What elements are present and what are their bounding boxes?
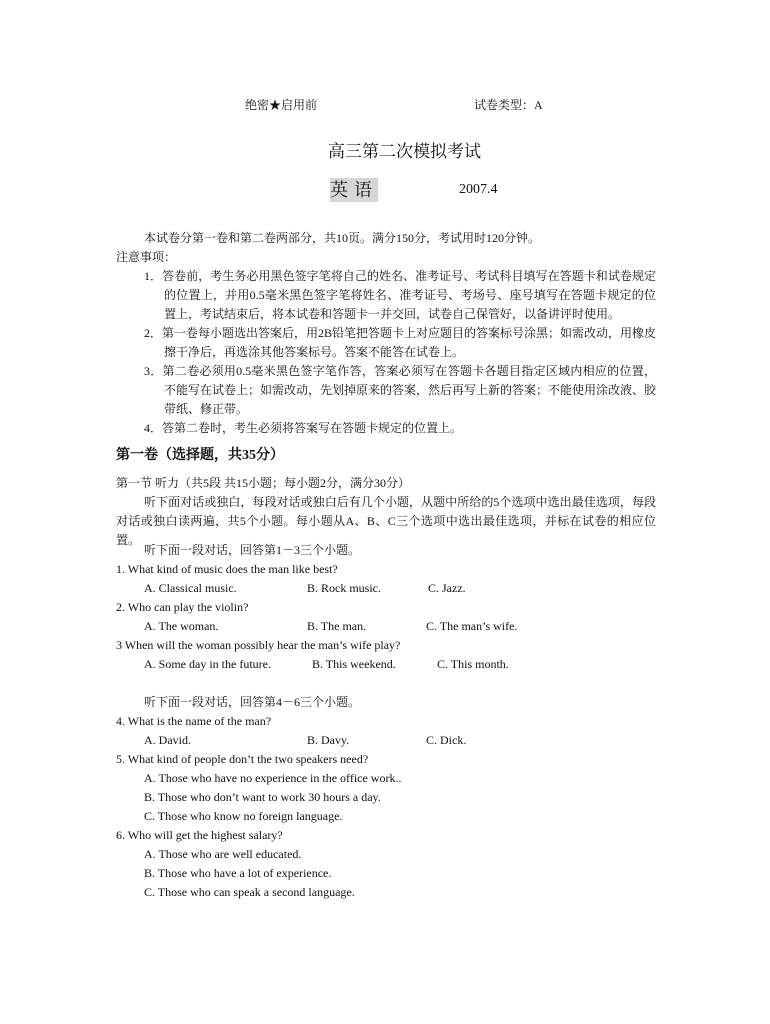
- option-row: [116, 579, 676, 598]
- option-c[interactable]: C. Those who know no foreign language.: [144, 809, 343, 823]
- question-group-2: [116, 693, 676, 902]
- option-b[interactable]: B. Those who have a lot of experience.: [144, 866, 332, 880]
- intro-line: 本试卷分第一卷和第二卷两部分，共10页。满分150分，考试用时120分钟。: [144, 231, 541, 245]
- option-c[interactable]: C. The man’s wife.: [426, 619, 518, 633]
- group-heading: 听下面一段对话，回答第4－6三个小题。: [144, 695, 361, 709]
- option-a[interactable]: A. Those who have no experience in the office work..: [144, 771, 402, 785]
- secret-label: 绝密★启用前: [245, 98, 318, 112]
- option-b[interactable]: B. The man.: [307, 619, 367, 633]
- notice-item: 3．第二卷必须用0.5毫米黑色签字笔作答，答案必须写在答题卡各题目指定区域内相应的位置，不能写在试卷上；如需改动，先划掉原来的答案，然后再写上新的答案；不能使用涂改液、胶带纸、修正带。: [144, 364, 657, 416]
- group-heading: 听下面一段对话，回答第1－3三个小题。: [144, 543, 361, 557]
- option-c[interactable]: C. Those who can speak a second language.: [144, 885, 355, 899]
- question-text: 5. What kind of people don’t the two speakers need?: [116, 752, 369, 766]
- option-row: [116, 617, 676, 636]
- option-a[interactable]: A. Classical music.: [144, 581, 237, 595]
- notice-item: 4．答第二卷时，考生必须将答案写在答题卡规定的位置上。: [144, 421, 463, 435]
- option-a[interactable]: A. The woman.: [144, 619, 219, 633]
- question-group-1: [116, 541, 676, 674]
- exam-date: 2007.4: [459, 182, 498, 197]
- option-c[interactable]: C. Jazz.: [428, 581, 466, 595]
- option-b[interactable]: B. Those who don’t want to work 30 hours a day.: [144, 790, 381, 804]
- question-text: 4. What is the name of the man?: [116, 714, 272, 728]
- option-b[interactable]: B. Davy.: [307, 733, 350, 747]
- part-instructions: 听下面对话或独白，每段对话或独白后有几个小题，从题中所给的5个选项中选出最佳选项，每段对话或独白读两遍，共5个小题。每小题从A、B、C三个选项中选出最佳选项，并标在试卷的相应位置。: [116, 495, 656, 547]
- option-row: [116, 655, 676, 674]
- exam-title: 高三第二次模拟考试: [328, 142, 481, 161]
- option-b[interactable]: B. Rock music.: [307, 581, 381, 595]
- question-text: 6. Who will get the highest salary?: [116, 828, 283, 842]
- listening-part: [116, 474, 656, 550]
- option-row: [116, 731, 676, 750]
- option-c[interactable]: C. Dick.: [426, 733, 467, 747]
- notice-heading: 注意事项：: [116, 250, 177, 264]
- paper-type-label: 试卷类型：A: [474, 98, 543, 112]
- exam-instructions: [116, 229, 656, 438]
- option-a[interactable]: A. David.: [144, 733, 191, 747]
- subject-label: 英语: [330, 180, 378, 200]
- option-c[interactable]: C. This month.: [437, 657, 509, 671]
- option-b[interactable]: B. This weekend.: [312, 657, 396, 671]
- notice-item: 2．第一卷每小题选出答案后，用2B铅笔把答题卡上对应题目的答案标号涂黑；如需改动，用橡皮擦干净后，再选涂其他答案标号。答案不能答在试卷上。: [144, 326, 657, 359]
- option-a[interactable]: A. Those who are well educated.: [144, 847, 302, 861]
- notice-item: 1．答卷前，考生务必用黑色签字笔将自己的姓名、准考证号、考试科目填写在答题卡和试卷规定的位置上，并用0.5毫米黑色签字笔将姓名、准考证号、考场号、座号填写在答题卡规定的位置上，考试结束后，将本试卷和答题卡一并交回，试卷自己保管好，以备讲评时使用。: [144, 269, 656, 321]
- option-a[interactable]: A. Some day in the future.: [144, 657, 271, 671]
- section-heading: 第一卷（选择题，共35分）: [116, 448, 284, 463]
- question-text: 2. Who can play the violin?: [116, 600, 249, 614]
- part-heading: 第一节 听力（共5段 共15小题；每小题2分，满分30分）: [116, 476, 411, 490]
- question-text: 1. What kind of music does the man like best?: [116, 562, 338, 576]
- question-text: 3 When will the woman possibly hear the man’s wife play?: [116, 638, 401, 652]
